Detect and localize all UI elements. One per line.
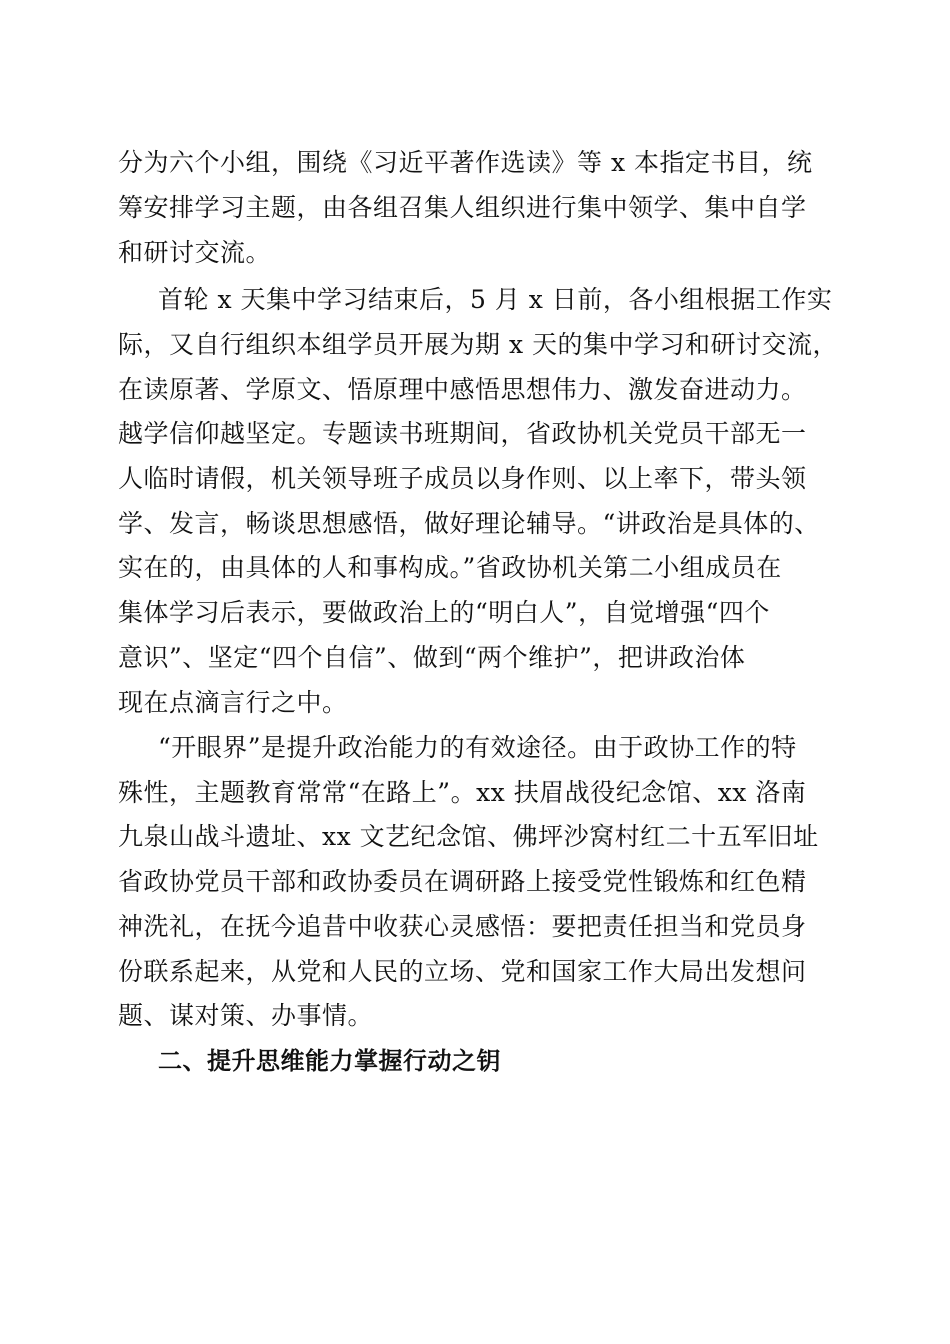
paragraph-4-line-6: 份联系起来，从党和人民的立场、党和国家工作大局出发想问 (118, 957, 807, 986)
paragraph-3-line-1: 越学信仰越坚定。专题读书班期间，省政协机关党员干部无一 (118, 419, 807, 448)
paragraph-2-line-3: 在读原著、学原文、悟原理中感悟思想伟力、激发奋进动力。 (118, 375, 807, 404)
paragraph-2-line-1: 首轮 x 天集中学习结束后，5 月 x 日前，各小组根据工作实 (158, 285, 833, 314)
paragraph-4-line-5: 神洗礼，在抚今追昔中收获心灵感悟：要把责任担当和党员身 (118, 912, 807, 941)
paragraph-4-line-4: 省政协党员干部和政协委员在调研路上接受党性锻炼和红色精 (118, 867, 807, 896)
paragraph-1-line-2: 筹安排学习主题，由各组召集人组织进行集中领学、集中自学 (118, 193, 807, 222)
paragraph-3-line-7: 现在点滴言行之中。 (118, 688, 348, 717)
paragraph-2-line-2: 际，又自行组织本组学员开展为期 x 天的集中学习和研讨交流， (118, 330, 838, 359)
paragraph-3-line-2: 人临时请假，机关领导班子成员以身作则、以上率下，带头领 (118, 464, 807, 493)
paragraph-4-line-3: 九泉山战斗遗址、xx 文艺纪念馆、佛坪沙窝村红二十五军旧址 (118, 822, 819, 851)
section-heading: 二、提升思维能力掌握行动之钥 (158, 1047, 501, 1075)
paragraph-3-line-3: 学、发言，畅谈思想感悟，做好理论辅导。“讲政治是具体的、 (118, 509, 820, 538)
paragraph-3-line-6: 意识”、坚定“四个自信”、做到“两个维护”，把讲政治体 (118, 643, 746, 672)
paragraph-1-line-3: 和研讨交流。 (118, 238, 272, 267)
paragraph-1-line-1: 分为六个小组，围绕《习近平著作选读》等 x 本指定书目，统 (118, 148, 813, 177)
paragraph-4-line-7: 题、谋对策、办事情。 (118, 1001, 374, 1030)
paragraph-3-line-5: 集体学习后表示，要做政治上的“明白人”，自觉增强“四个 (118, 598, 770, 627)
paragraph-4-line-1: “开眼界”是提升政治能力的有效途径。由于政协工作的特 (158, 733, 797, 762)
paragraph-4-line-2: 殊性，主题教育常常“在路上”。xx 扶眉战役纪念馆、xx 洛南 (118, 778, 807, 807)
paragraph-3-line-4: 实在的，由具体的人和事构成。”省政协机关第二小组成员在 (118, 553, 782, 582)
